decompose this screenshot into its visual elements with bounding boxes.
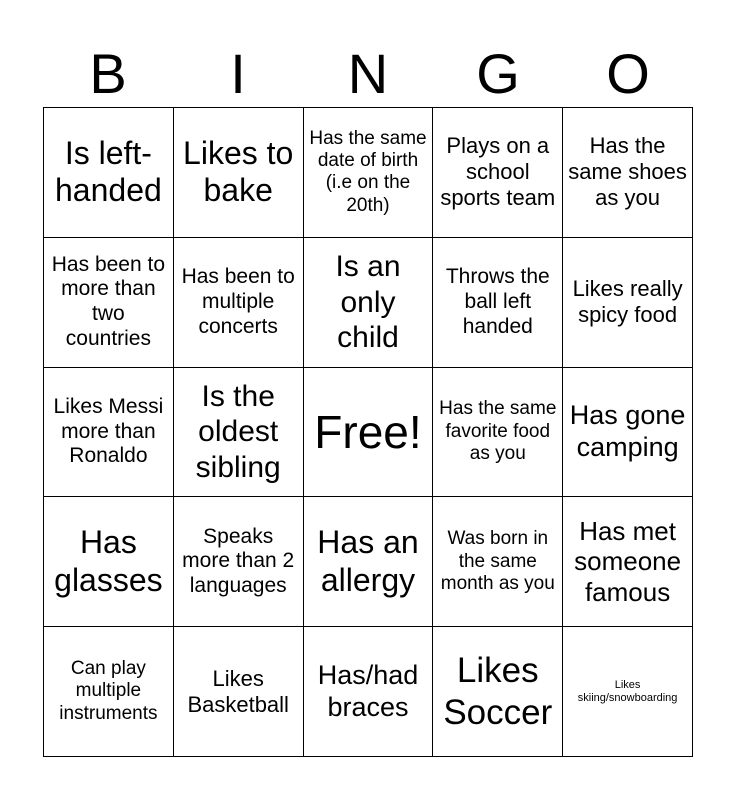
bingo-cell[interactable]: Likes to bake: [174, 108, 304, 238]
bingo-cell[interactable]: Has been to more than two countries: [44, 238, 174, 368]
header-letter-g: G: [476, 42, 520, 105]
bingo-cell[interactable]: Is left-handed: [44, 108, 174, 238]
header-letter-n: N: [347, 42, 389, 105]
bingo-header: [43, 40, 693, 108]
bingo-cell[interactable]: Is the oldest sibling: [174, 368, 304, 498]
bingo-cell[interactable]: Has glasses: [44, 497, 174, 627]
bingo-cell[interactable]: Likes Messi more than Ronaldo: [44, 368, 174, 498]
bingo-cell[interactable]: Has an allergy: [304, 497, 434, 627]
bingo-cell[interactable]: Likes really spicy food: [563, 238, 693, 368]
bingo-cell[interactable]: Speaks more than 2 languages: [174, 497, 304, 627]
bingo-cell[interactable]: Likes Basketball: [174, 627, 304, 757]
bingo-cell[interactable]: Has been to multiple concerts: [174, 238, 304, 368]
bingo-cell[interactable]: Likes Soccer: [433, 627, 563, 757]
bingo-cell[interactable]: Has the same favorite food as you: [433, 368, 563, 498]
bingo-cell[interactable]: Throws the ball left handed: [433, 238, 563, 368]
bingo-cell[interactable]: Likes skiing/snowboarding: [563, 627, 693, 757]
bingo-board: [43, 107, 693, 757]
free-space-cell[interactable]: Free!: [304, 368, 434, 498]
header-letter-i: I: [230, 42, 246, 105]
bingo-cell[interactable]: Has/had braces: [304, 627, 434, 757]
bingo-cell[interactable]: Plays on a school sports team: [433, 108, 563, 238]
header-letter-o: O: [606, 42, 650, 105]
bingo-cell[interactable]: Has the same shoes as you: [563, 108, 693, 238]
bingo-cell[interactable]: Has met someone famous: [563, 497, 693, 627]
bingo-cell[interactable]: Has gone camping: [563, 368, 693, 498]
bingo-cell[interactable]: Has the same date of birth (i.e on the 20th): [304, 108, 434, 238]
bingo-cell[interactable]: Is an only child: [304, 238, 434, 368]
header-letter-b: B: [89, 42, 127, 105]
bingo-cell[interactable]: Was born in the same month as you: [433, 497, 563, 627]
bingo-cell[interactable]: Can play multiple instruments: [44, 627, 174, 757]
